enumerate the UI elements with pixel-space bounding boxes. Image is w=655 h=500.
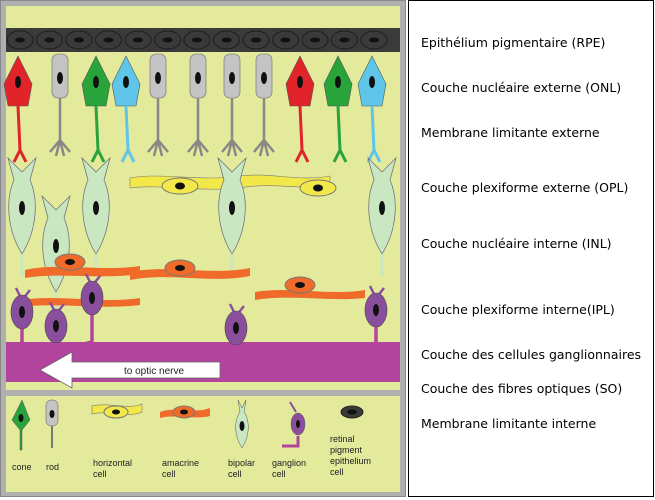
label-ganglion-cell-layer: Couche des cellules ganglionnaires: [421, 347, 642, 362]
svg-text:amacrine: amacrine: [162, 458, 200, 468]
rpe-cell: [155, 31, 181, 49]
svg-text:cell: cell: [330, 467, 344, 477]
rpe-cell: [7, 31, 33, 49]
rpe-cell: [37, 31, 63, 49]
svg-text:ganglion: ganglion: [272, 458, 307, 468]
rpe-cell: [332, 31, 358, 49]
rpe-cell: [273, 31, 299, 49]
svg-text:horizontal: horizontal: [93, 458, 133, 468]
svg-text:pigment: pigment: [330, 445, 363, 455]
label-onl: Couche nucléaire externe (ONL): [421, 80, 622, 95]
rpe-cell: [66, 31, 92, 49]
svg-text:retinal: retinal: [330, 434, 355, 444]
rpe-cell: [125, 31, 151, 49]
rpe-cell: [214, 31, 240, 49]
label-inl: Couche nucléaire interne (INL): [421, 236, 612, 251]
rpe-cell: [96, 31, 122, 49]
svg-text:epithelium: epithelium: [330, 456, 372, 466]
svg-text:cell: cell: [162, 469, 176, 479]
svg-text:rod: rod: [46, 462, 60, 472]
label-opl: Couche plexiforme externe (OPL): [421, 180, 629, 195]
arrow-label: to optic nerve: [124, 366, 185, 377]
rpe-layer: [6, 28, 400, 52]
rpe-cell: [184, 31, 210, 49]
rpe-cell: [243, 31, 269, 49]
svg-text:cone: cone: [12, 462, 32, 472]
rpe-cell: [302, 31, 328, 49]
label-optic-fiber-layer: Couche des fibres optiques (SO): [421, 381, 623, 396]
label-ipl: Couche plexiforme interne(IPL): [421, 302, 615, 317]
label-internal-limiting-membrane: Membrane limitante interne: [421, 416, 597, 431]
svg-text:cell: cell: [228, 469, 242, 479]
label-external-limiting-membrane: Membrane limitante externe: [421, 125, 600, 140]
rpe-cell: [361, 31, 387, 49]
svg-text:cell: cell: [272, 469, 286, 479]
label-rpe: Epithélium pigmentaire (RPE): [421, 35, 606, 50]
svg-text:cell: cell: [93, 469, 107, 479]
svg-text:bipolar: bipolar: [228, 458, 256, 468]
